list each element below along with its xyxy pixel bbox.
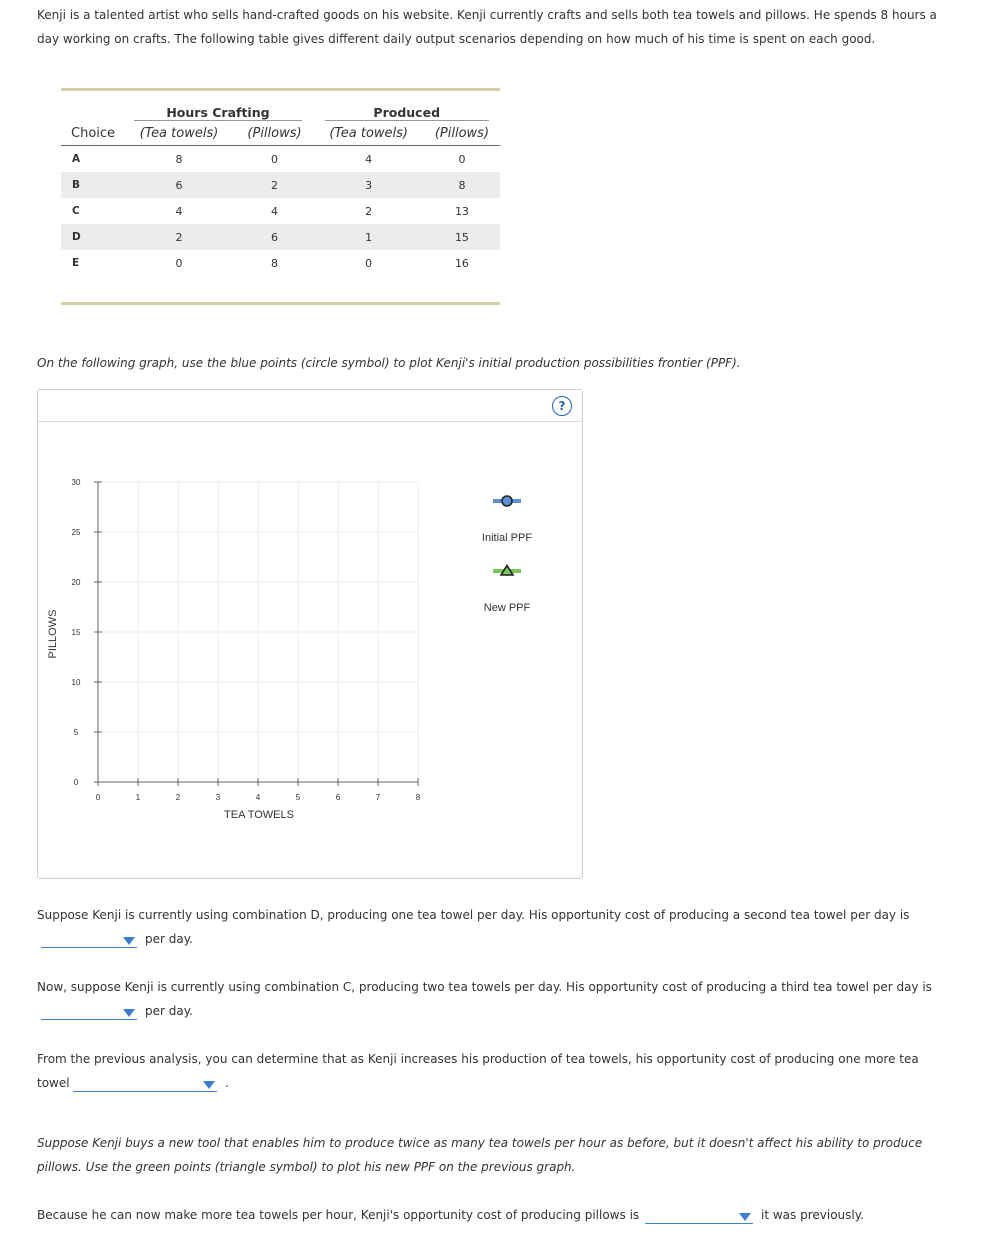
intro-line-2: day working on crafts. The following table gives different daily output scenarios depending on how much of his time is spent on each good. (37, 32, 876, 46)
q3-suffix: . (225, 1076, 229, 1090)
produced-tea-cell: 3 (313, 172, 423, 198)
q2-suffix: per day. (145, 1004, 193, 1018)
chevron-down-icon (739, 1213, 751, 1221)
produced-tea-column-header: (Tea towels) (329, 125, 408, 141)
x-axis-label: TEA TOWELS (224, 809, 294, 821)
x-tick-label: 2 (175, 793, 181, 802)
graph-grid (98, 482, 418, 782)
chevron-down-icon (203, 1081, 215, 1089)
x-tick-label: 4 (255, 793, 261, 802)
hours-tea-cell: 4 (175, 204, 183, 218)
x-tick-label: 6 (335, 793, 341, 802)
table-row (61, 146, 500, 172)
y-tick-label: 20 (71, 578, 81, 587)
choice-cell: E (72, 257, 80, 269)
x-tick-label: 0 (95, 793, 101, 802)
hours-pillows-cell: 2 (236, 172, 314, 198)
hours-tea-cell: 6 (122, 172, 235, 198)
produced-pillows-column-header: (Pillows) (434, 125, 490, 141)
intro-line-1: Kenji is a talented artist who sells hand-crafted goods on his website. Kenji currently crafts and sells both tea towels and pillows. He spends 8 hours a (37, 8, 937, 22)
ppf-graph[interactable] (38, 390, 582, 878)
y-tick-label: 5 (73, 728, 79, 737)
produced-tea-cell: 0 (365, 256, 373, 270)
q4-suffix: it was previously. (761, 1208, 864, 1222)
table-row (61, 198, 500, 224)
new-ppf-legend-label: New PPF (483, 602, 531, 614)
x-tick-label: 7 (375, 793, 381, 802)
q2-opportunity-cost-dropdown[interactable] (41, 1005, 137, 1020)
choice-cell: C (72, 205, 80, 217)
produced-pillows-cell: 15 (424, 224, 500, 250)
produced-tea-cell: 2 (365, 204, 373, 218)
y-tick-label: 30 (71, 478, 81, 487)
q4-prefix: Because he can now make more tea towels per hour, Kenji's opportunity cost of producing pillows is (37, 1208, 640, 1222)
x-tick-label: 1 (135, 793, 141, 802)
help-icon[interactable]: ? (552, 396, 572, 416)
x-tick-label: 8 (415, 793, 421, 802)
choice-cell: D (61, 224, 122, 250)
chevron-down-icon (123, 1009, 135, 1017)
hours-pillows-cell: 6 (236, 224, 314, 250)
hours-pillows-cell: 0 (271, 152, 278, 166)
q1-opportunity-cost-dropdown[interactable] (41, 933, 137, 948)
blue-circle-icon[interactable] (502, 496, 512, 506)
y-tick-label: 10 (71, 678, 81, 687)
choice-column-header: Choice (71, 125, 116, 141)
hours-pillows-cell: 8 (271, 256, 278, 270)
y-tick-label: 0 (73, 778, 79, 787)
graph-instruction: On the following graph, use the blue points (circle symbol) to plot Kenji's initial production possibilities frontier (PPF). (37, 356, 741, 370)
graph-ticks (72, 478, 421, 802)
x-tick-label: 3 (215, 793, 221, 802)
output-scenarios-table (61, 88, 500, 305)
hours-crafting-header: Hours Crafting (134, 105, 302, 121)
q3-trend-dropdown[interactable] (73, 1077, 217, 1092)
produced-pillows-cell: 13 (454, 204, 469, 218)
new-tool-line-2: pillows. Use the green points (triangle symbol) to plot his new PPF on the previous graph. (37, 1160, 576, 1174)
produced-pillows-cell: 8 (424, 172, 500, 198)
table-row (61, 250, 500, 276)
q1-suffix: per day. (145, 932, 193, 946)
table-row (61, 172, 500, 198)
ppf-graph-panel[interactable] (37, 389, 583, 879)
initial-ppf-tool[interactable] (482, 496, 532, 544)
hours-pillows-cell: 4 (271, 204, 278, 218)
produced-pillows-cell: 0 (458, 152, 466, 166)
hours-tea-cell: 0 (175, 256, 183, 270)
y-tick-label: 25 (71, 528, 81, 537)
y-tick-label: 15 (71, 628, 81, 637)
produced-tea-cell: 4 (365, 152, 373, 166)
produced-pillows-cell: 16 (454, 256, 469, 270)
choice-cell: B (61, 172, 122, 198)
y-axis-label: PILLOWS (47, 609, 59, 659)
q4-comparison-dropdown[interactable] (645, 1209, 753, 1224)
table-row (61, 224, 500, 250)
initial-ppf-legend-label: Initial PPF (481, 532, 533, 544)
x-tick-label: 5 (295, 793, 301, 802)
hours-tea-cell: 8 (175, 152, 183, 166)
new-tool-line-1: Suppose Kenji buys a new tool that enables him to produce twice as many tea towels per hour as before, but it doesn't affect his ability to produce (37, 1136, 923, 1150)
chevron-down-icon (123, 937, 135, 945)
produced-header: Produced (325, 105, 489, 121)
q1-text: Suppose Kenji is currently using combination D, producing one tea towel per day. His opportunity cost of producing a second tea towel per day is (37, 908, 910, 922)
new-ppf-tool[interactable] (484, 566, 531, 615)
choice-cell: A (72, 153, 81, 165)
q2-text: Now, suppose Kenji is currently using combination C, producing two tea towels per day. His opportunity cost of producing a third tea towel per day is (37, 980, 932, 994)
produced-tea-cell: 1 (313, 224, 423, 250)
hours-tea-column-header: (Tea towels) (139, 125, 219, 141)
hours-pillows-column-header: (Pillows) (247, 125, 302, 141)
q3-text: From the previous analysis, you can determine that as Kenji increases his production of tea towels, his opportunity cost of producing one more tea (37, 1052, 919, 1066)
hours-tea-cell: 2 (122, 224, 235, 250)
q3-prefix: towel (37, 1076, 70, 1090)
